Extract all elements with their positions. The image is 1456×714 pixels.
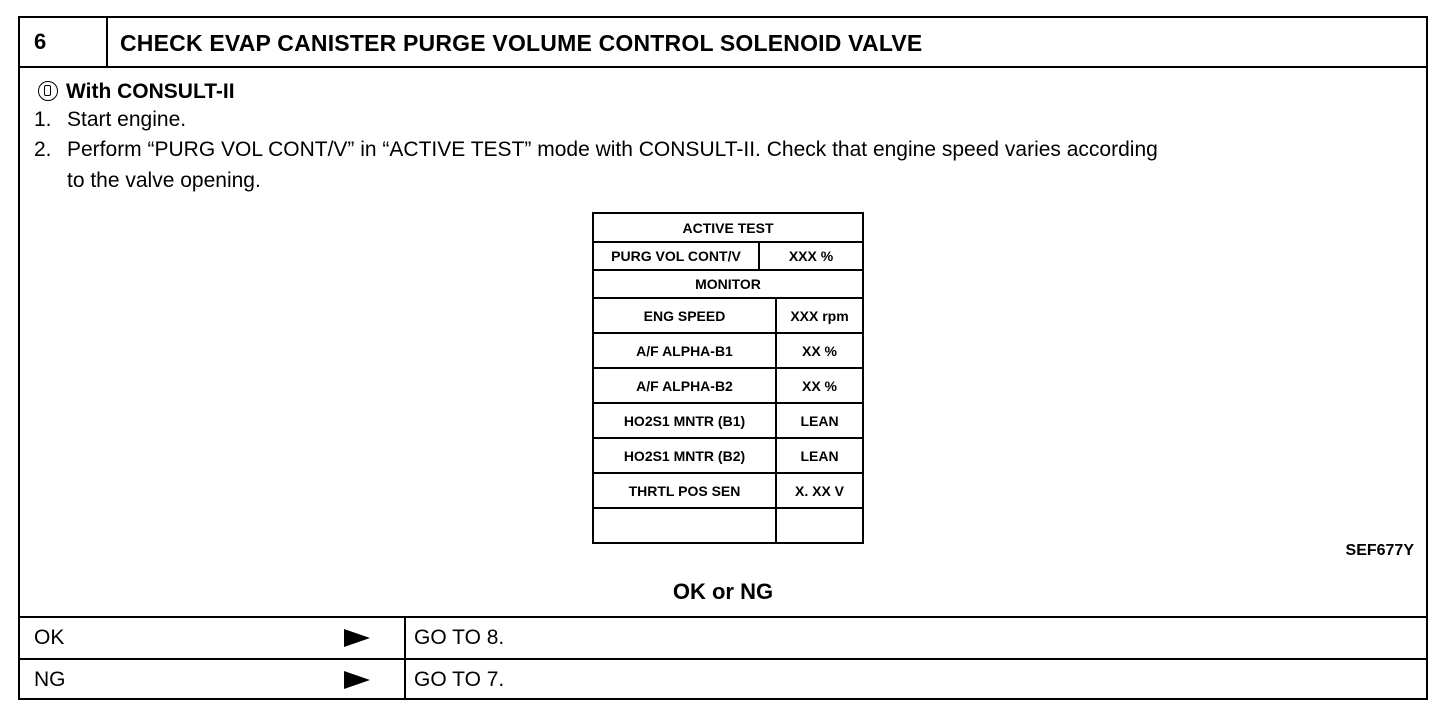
consult-icon xyxy=(38,81,58,101)
monitor-row xyxy=(594,299,862,334)
monitor-row xyxy=(594,334,862,369)
step-header xyxy=(20,18,1426,68)
step-1-text: Start engine. xyxy=(67,108,187,131)
monitor-row xyxy=(594,369,862,404)
step-2-continuation: to the valve opening. xyxy=(67,169,261,192)
screen-title: ACTIVE TEST xyxy=(682,219,774,236)
monitor-label: HO2S1 MNTR (B2) xyxy=(594,439,777,472)
result-action: GO TO 7. xyxy=(414,668,505,691)
divider xyxy=(404,618,406,658)
consult-label: With CONSULT-II xyxy=(66,80,235,103)
arrow-right-icon xyxy=(344,629,370,647)
result-header: OK or NG xyxy=(672,579,774,604)
monitor-row xyxy=(594,474,862,509)
monitor-value xyxy=(777,509,862,542)
monitor-label: HO2S1 MNTR (B1) xyxy=(594,404,777,437)
monitor-value: X. XX V xyxy=(794,482,845,499)
consult-heading xyxy=(38,80,235,104)
step-2-number: 2. xyxy=(34,138,52,161)
figure-id: SEF677Y xyxy=(1345,542,1414,559)
step-number: 6 xyxy=(20,18,108,66)
test-item-row xyxy=(594,243,862,271)
result-label: NG xyxy=(34,668,66,691)
step-title: CHECK EVAP CANISTER PURGE VOLUME CONTROL SOLENOID VALVE xyxy=(120,30,923,56)
arrow-right-icon xyxy=(344,671,370,689)
screen-title-row xyxy=(594,214,862,243)
monitor-value: XXX rpm xyxy=(790,307,849,324)
monitor-label xyxy=(594,509,777,542)
monitor-title-row xyxy=(594,271,862,299)
monitor-title: MONITOR xyxy=(695,276,761,292)
result-row-ng xyxy=(20,658,1426,700)
monitor-value: LEAN xyxy=(800,412,839,429)
result-row-ok xyxy=(20,616,1426,658)
step-2-text: Perform “PURG VOL CONT/V” in “ACTIVE TEST” mode with CONSULT-II. Check that engine speed varies according xyxy=(67,138,1158,161)
test-item-value: XXX % xyxy=(788,248,834,264)
consult-screen xyxy=(592,212,864,544)
procedure-table xyxy=(18,16,1428,700)
result-label: OK xyxy=(34,626,65,649)
monitor-label: THRTL POS SEN xyxy=(594,474,777,507)
monitor-row xyxy=(594,404,862,439)
monitor-label: ENG SPEED xyxy=(594,299,777,332)
monitor-label: A/F ALPHA-B1 xyxy=(594,334,777,367)
step-1 xyxy=(34,104,186,135)
monitor-row xyxy=(594,439,862,474)
divider xyxy=(404,660,406,700)
step-2 xyxy=(34,134,1158,165)
result-action: GO TO 8. xyxy=(414,626,505,649)
monitor-row xyxy=(594,509,862,542)
monitor-value: XX % xyxy=(801,342,837,359)
step-1-number: 1. xyxy=(34,108,52,131)
monitor-label: A/F ALPHA-B2 xyxy=(594,369,777,402)
monitor-value: XX % xyxy=(801,377,837,394)
monitor-value: LEAN xyxy=(800,447,839,464)
test-item-label: PURG VOL CONT/V xyxy=(594,243,760,269)
